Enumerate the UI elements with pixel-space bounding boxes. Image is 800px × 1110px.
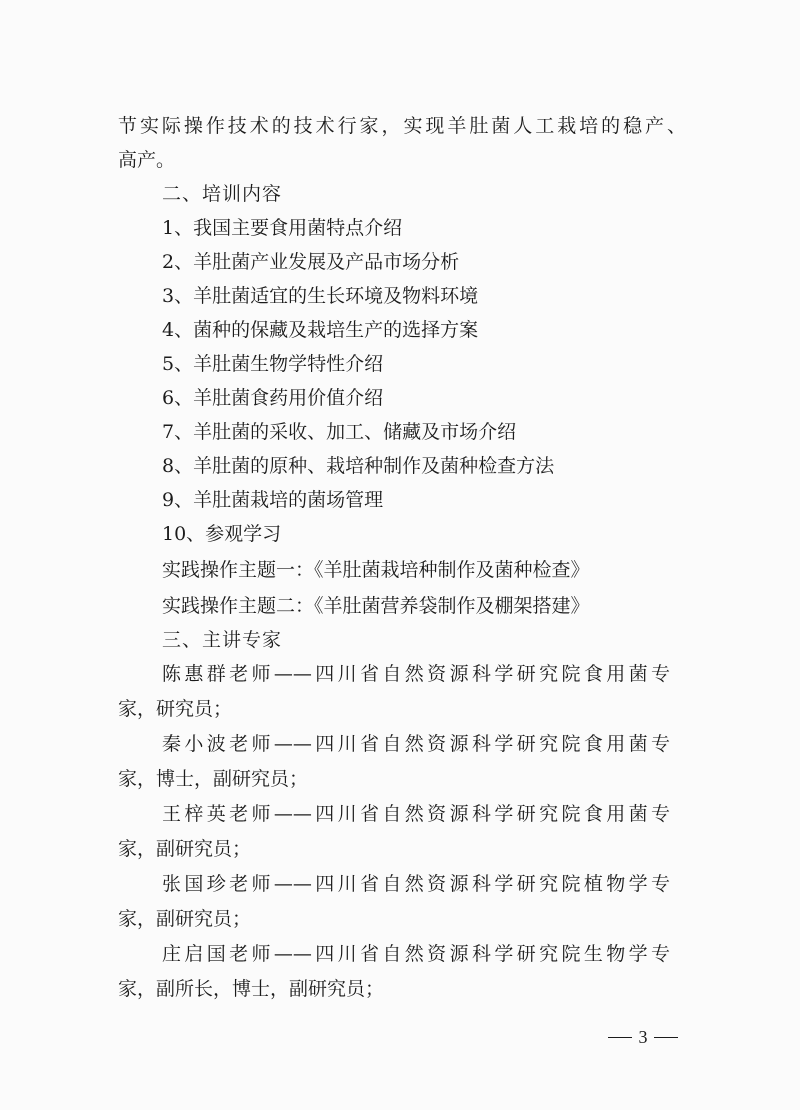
expert-3-line-2: 家，副研究员； [118,838,252,860]
expert-4-line-1: 张国珍老师——四川省自然资源科学研究院植物学专 [162,873,670,895]
intro-line-1: 节实际操作技术的技术行家，实现羊肚菌人工栽培的稳产、 [118,115,686,137]
training-item-7: 7、羊肚菌的采收、加工、储藏及市场介绍 [162,421,517,443]
training-item-10: 10、参观学习 [162,523,282,545]
training-item-3: 3、羊肚菌适宜的生长环境及物料环境 [162,285,479,307]
training-item-6: 6、羊肚菌食药用价值介绍 [162,387,384,409]
expert-4-line-2: 家，副研究员； [118,908,252,930]
practice-topic-2: 实践操作主题二：《羊肚菌营养袋制作及棚架搭建》 [162,595,590,617]
training-item-9: 9、羊肚菌栽培的菌场管理 [162,489,384,511]
training-item-4: 4、菌种的保藏及栽培生产的选择方案 [162,319,479,341]
section-2-heading: 二、培训内容 [162,183,283,205]
training-item-5: 5、羊肚菌生物学特性介绍 [162,353,384,375]
left-dash [608,1037,632,1038]
page-footer [608,1022,678,1052]
expert-1-line-2: 家，研究员； [118,698,233,720]
training-item-8: 8、羊肚菌的原种、栽培种制作及菌种检查方法 [162,455,555,477]
expert-5-line-2: 家，副所长，博士，副研究员； [118,978,385,1000]
expert-1-line-1: 陈惠群老师——四川省自然资源科学研究院食用菌专 [162,663,670,685]
expert-5-line-1: 庄启国老师——四川省自然资源科学研究院生物学专 [162,943,670,965]
intro-line-2: 高产。 [118,149,176,171]
page-number: 3 [638,1026,648,1047]
training-item-2: 2、羊肚菌产业发展及产品市场分析 [162,251,460,273]
expert-2-line-2: 家，博士，副研究员； [118,768,309,790]
expert-3-line-1: 王梓英老师——四川省自然资源科学研究院食用菌专 [162,803,670,825]
right-dash [654,1037,678,1038]
training-item-1: 1、我国主要食用菌特点介绍 [162,217,403,239]
section-3-heading: 三、主讲专家 [162,629,283,651]
practice-topic-1: 实践操作主题一：《羊肚菌栽培种制作及菌种检查》 [162,559,590,581]
expert-2-line-1: 秦小波老师——四川省自然资源科学研究院食用菌专 [162,733,670,755]
